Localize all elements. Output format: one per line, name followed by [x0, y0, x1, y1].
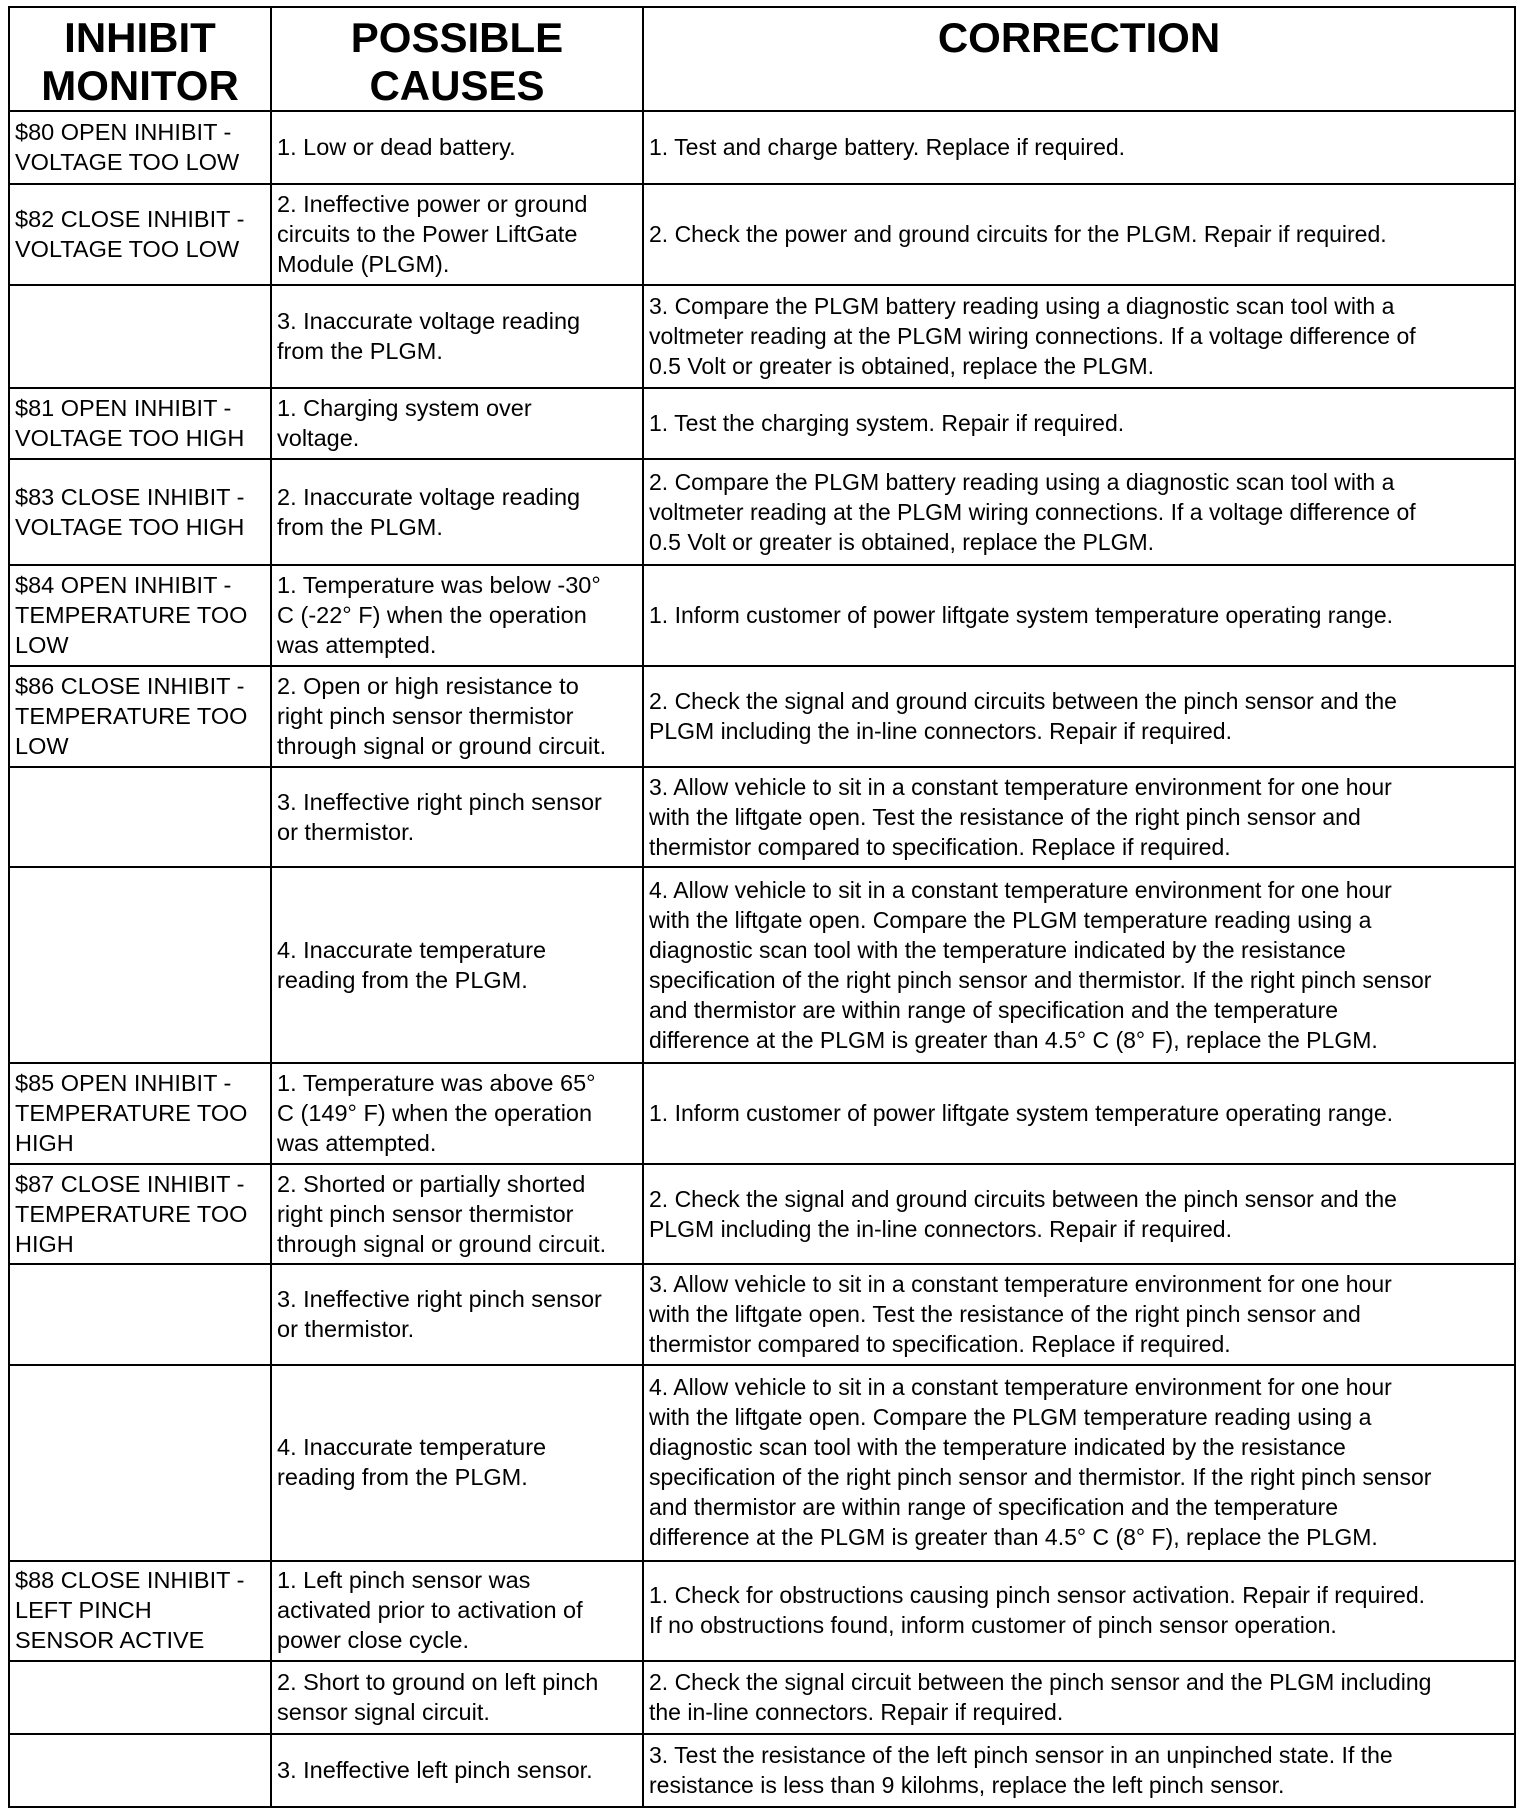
correction-cell: 1. Test and charge battery. Replace if required.	[643, 111, 1515, 184]
possible-cause-cell: 3. Inaccurate voltage reading from the PLGM.	[271, 285, 643, 389]
inhibit-monitor-cell	[9, 285, 271, 389]
inhibit-monitor-cell: $88 CLOSE INHIBIT - LEFT PINCH SENSOR ACTIVE	[9, 1561, 271, 1662]
possible-cause-cell: 1. Charging system over voltage.	[271, 388, 643, 459]
table-row	[9, 666, 1515, 767]
table-row	[9, 388, 1515, 459]
possible-cause-cell: 3. Ineffective left pinch sensor.	[271, 1734, 643, 1807]
table-row	[9, 1164, 1515, 1265]
header-inhibit-monitor: INHIBIT MONITOR	[9, 7, 271, 111]
header-correction: CORRECTION	[643, 7, 1515, 111]
possible-cause-cell: 4. Inaccurate temperature reading from the PLGM.	[271, 867, 643, 1062]
header-row	[9, 7, 1515, 111]
inhibit-monitor-cell: $86 CLOSE INHIBIT - TEMPERATURE TOO LOW	[9, 666, 271, 767]
inhibit-monitor-cell	[9, 1661, 271, 1734]
table-row	[9, 1264, 1515, 1365]
possible-cause-cell: 4. Inaccurate temperature reading from the PLGM.	[271, 1365, 643, 1560]
header-possible-causes: POSSIBLE CAUSES	[271, 7, 643, 111]
inhibit-monitor-cell	[9, 1264, 271, 1365]
table-row	[9, 1734, 1515, 1807]
possible-cause-cell: 2. Inaccurate voltage reading from the PLGM.	[271, 459, 643, 565]
inhibit-monitor-cell	[9, 1365, 271, 1560]
correction-cell: 2. Check the signal and ground circuits between the pinch sensor and the PLGM including the in-line connectors. Repair if required.	[643, 1164, 1515, 1265]
possible-cause-cell: 2. Short to ground on left pinch sensor signal circuit.	[271, 1661, 643, 1734]
correction-cell: 2. Check the signal and ground circuits between the pinch sensor and the PLGM including the in-line connectors. Repair if required.	[643, 666, 1515, 767]
table-body	[9, 111, 1515, 1807]
correction-cell: 2. Check the power and ground circuits for the PLGM. Repair if required.	[643, 184, 1515, 285]
table-row	[9, 111, 1515, 184]
table-row	[9, 1365, 1515, 1560]
correction-cell: 1. Inform customer of power liftgate system temperature operating range.	[643, 565, 1515, 666]
table-row	[9, 1661, 1515, 1734]
correction-cell: 1. Check for obstructions causing pinch sensor activation. Repair if required. If no obstructions found, inform customer of pinch sensor operation.	[643, 1561, 1515, 1662]
correction-cell: 4. Allow vehicle to sit in a constant temperature environment for one hour with the liftgate open. Compare the PLGM temperature reading using a diagnostic scan tool with the temperature indicated by the resistance specification of the right pinch sensor and thermistor. If the right pinch sensor and thermistor are within range of specification and the temperature difference at the PLGM is greater than 4.5° C (8° F), replace the PLGM.	[643, 1365, 1515, 1560]
correction-cell: 2. Compare the PLGM battery reading using a diagnostic scan tool with a voltmeter reading at the PLGM wiring connections. If a voltage difference of 0.5 Volt or greater is obtained, replace the PLGM.	[643, 459, 1515, 565]
correction-cell: 1. Test the charging system. Repair if required.	[643, 388, 1515, 459]
inhibit-monitor-cell	[9, 767, 271, 868]
table-row	[9, 1561, 1515, 1662]
possible-cause-cell: 1. Temperature was above 65° C (149° F) when the operation was attempted.	[271, 1063, 643, 1164]
possible-cause-cell: 3. Ineffective right pinch sensor or thermistor.	[271, 767, 643, 868]
table-row	[9, 184, 1515, 285]
table-row	[9, 459, 1515, 565]
inhibit-monitor-cell: $80 OPEN INHIBIT - VOLTAGE TOO LOW	[9, 111, 271, 184]
correction-cell: 3. Compare the PLGM battery reading using a diagnostic scan tool with a voltmeter reading at the PLGM wiring connections. If a voltage difference of 0.5 Volt or greater is obtained, replace the PLGM.	[643, 285, 1515, 389]
inhibit-monitor-cell: $83 CLOSE INHIBIT - VOLTAGE TOO HIGH	[9, 459, 271, 565]
correction-cell: 1. Inform customer of power liftgate system temperature operating range.	[643, 1063, 1515, 1164]
correction-cell: 3. Allow vehicle to sit in a constant temperature environment for one hour with the liftgate open. Test the resistance of the right pinch sensor and thermistor compared to specification. Replace if required.	[643, 1264, 1515, 1365]
correction-cell: 2. Check the signal circuit between the pinch sensor and the PLGM including the in-line connectors. Repair if required.	[643, 1661, 1515, 1734]
possible-cause-cell: 1. Temperature was below -30° C (-22° F) when the operation was attempted.	[271, 565, 643, 666]
table-row	[9, 1063, 1515, 1164]
possible-cause-cell: 1. Left pinch sensor was activated prior to activation of power close cycle.	[271, 1561, 643, 1662]
correction-cell: 3. Test the resistance of the left pinch sensor in an unpinched state. If the resistance is less than 9 kilohms, replace the left pinch sensor.	[643, 1734, 1515, 1807]
possible-cause-cell: 1. Low or dead battery.	[271, 111, 643, 184]
inhibit-monitor-cell: $84 OPEN INHIBIT - TEMPERATURE TOO LOW	[9, 565, 271, 666]
correction-cell: 4. Allow vehicle to sit in a constant temperature environment for one hour with the liftgate open. Compare the PLGM temperature reading using a diagnostic scan tool with the temperature indicated by the resistance specification of the right pinch sensor and thermistor. If the right pinch sensor and thermistor are within range of specification and the temperature difference at the PLGM is greater than 4.5° C (8° F), replace the PLGM.	[643, 867, 1515, 1062]
possible-cause-cell: 2. Ineffective power or ground circuits to the Power LiftGate Module (PLGM).	[271, 184, 643, 285]
possible-cause-cell: 2. Open or high resistance to right pinch sensor thermistor through signal or ground circuit.	[271, 666, 643, 767]
inhibit-monitor-cell: $82 CLOSE INHIBIT - VOLTAGE TOO LOW	[9, 184, 271, 285]
correction-cell: 3. Allow vehicle to sit in a constant temperature environment for one hour with the liftgate open. Test the resistance of the right pinch sensor and thermistor compared to specification. Replace if required.	[643, 767, 1515, 868]
possible-cause-cell: 3. Ineffective right pinch sensor or thermistor.	[271, 1264, 643, 1365]
possible-cause-cell: 2. Shorted or partially shorted right pinch sensor thermistor through signal or ground circuit.	[271, 1164, 643, 1265]
inhibit-monitor-cell: $87 CLOSE INHIBIT - TEMPERATURE TOO HIGH	[9, 1164, 271, 1265]
inhibit-monitor-cell	[9, 867, 271, 1062]
inhibit-monitor-cell	[9, 1734, 271, 1807]
diagnostic-table	[8, 6, 1516, 1808]
table-row	[9, 285, 1515, 389]
table-row	[9, 867, 1515, 1062]
inhibit-monitor-cell: $81 OPEN INHIBIT - VOLTAGE TOO HIGH	[9, 388, 271, 459]
table-row	[9, 565, 1515, 666]
table-row	[9, 767, 1515, 868]
inhibit-monitor-cell: $85 OPEN INHIBIT - TEMPERATURE TOO HIGH	[9, 1063, 271, 1164]
